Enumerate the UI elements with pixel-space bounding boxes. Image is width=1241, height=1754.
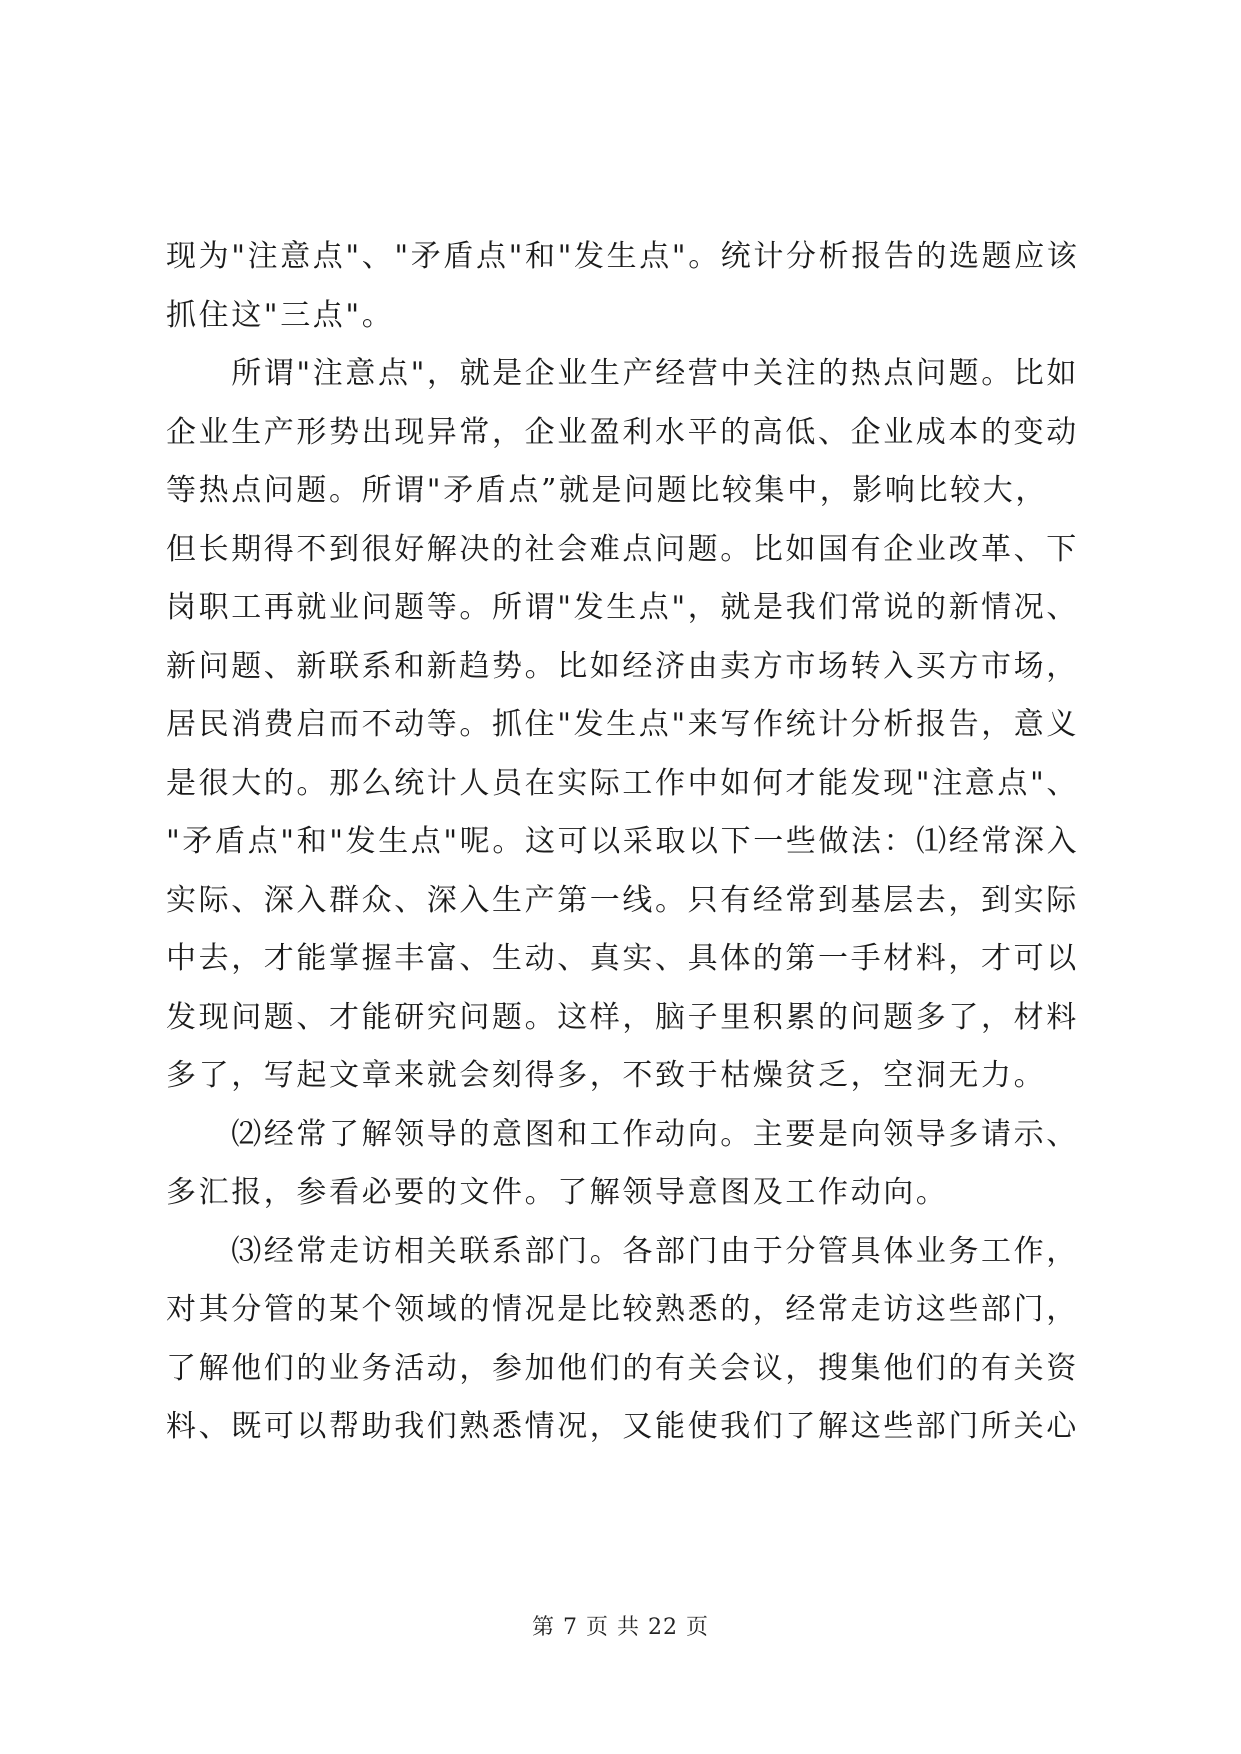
page-footer (0, 1610, 1241, 1641)
text-line: 发现问题、才能研究问题。这样，脑子里积累的问题多了，材料 (166, 999, 1079, 1035)
page-number: 第 7 页 共 22 页 (532, 1615, 709, 1640)
text-line: "矛盾点"和"发生点"呢。这可以采取以下一些做法：⑴经常深入 (166, 824, 1080, 859)
text-line: 等热点问题。所谓"矛盾点”就是问题比较集中，影响比较大， (166, 473, 1048, 508)
body-text (166, 228, 1086, 1457)
text-line: 岗职工再就业问题等。所谓"发生点"，就是我们常说的新情况、 (166, 590, 1079, 625)
text-line: 新问题、新联系和新趋势。比如经济由卖方市场转入买方市场， (166, 648, 1079, 684)
text-line: 了解他们的业务活动，参加他们的有关会议，搜集他们的有关资 (166, 1350, 1079, 1386)
text-line: 中去，才能掌握丰富、生动、真实、具体的第一手材料，才可以 (166, 941, 1079, 976)
text-line: 对其分管的某个领域的情况是比较熟悉的，经常走访这些部门， (166, 1292, 1079, 1327)
text-line: 抓住这"三点"。 (166, 297, 395, 333)
text-line: 是很大的。那么统计人员在实际工作中如何才能发现"注意点"、 (166, 765, 1079, 801)
text-line: ⑶经常走访相关联系部门。各部门由于分管具体业务工作， (166, 1233, 1079, 1269)
text-line: 现为"注意点"、"矛盾点"和"发生点"。统计分析报告的选题应该 (166, 239, 1080, 274)
text-line: 实际、深入群众、深入生产第一线。只有经常到基层去，到实际 (166, 882, 1079, 918)
text-line: 多汇报，参看必要的文件。了解领导意图及工作动向。 (166, 1175, 949, 1210)
text-line: 料、既可以帮助我们熟悉情况，又能使我们了解这些部门所关心 (166, 1409, 1079, 1444)
text-line: 所谓"注意点"，就是企业生产经营中关注的热点问题。比如 (166, 356, 1079, 391)
text-line: 居民消费启而不动等。抓住"发生点"来写作统计分析报告，意义 (166, 707, 1079, 742)
text-line: 多了，写起文章来就会刻得多，不致于枯燥贫乏，空洞无力。 (166, 1058, 1047, 1093)
text-line: ⑵经常了解领导的意图和工作动向。主要是向领导多请示、 (166, 1116, 1079, 1152)
text-line: 企业生产形势出现异常，企业盈利水平的高低、企业成本的变动 (166, 414, 1079, 450)
text-line: 但长期得不到很好解决的社会难点问题。比如国有企业改革、下 (166, 531, 1079, 567)
